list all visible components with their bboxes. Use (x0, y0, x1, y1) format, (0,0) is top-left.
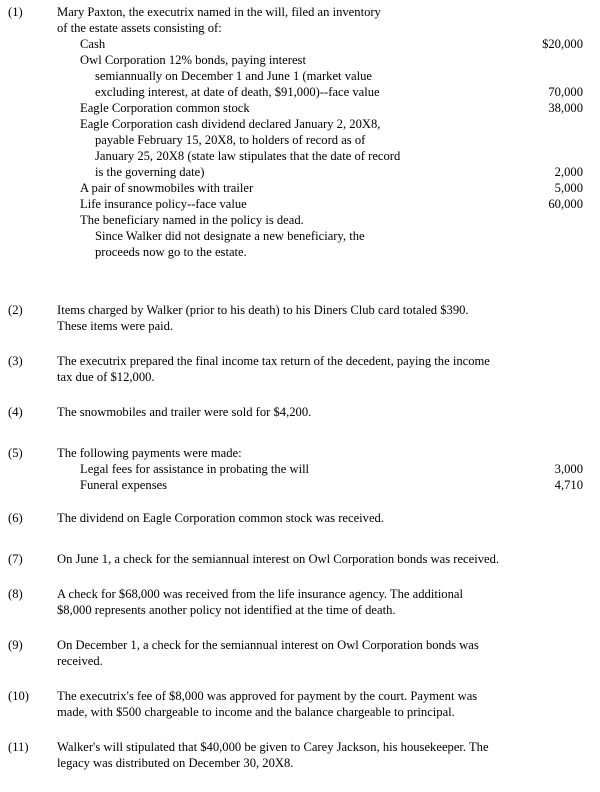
entry-line-text: On June 1, a check for the semiannual interest on Owl Corporation bonds was received. (57, 552, 500, 566)
entry-line-text: Items charged by Walker (prior to his death) to his Diners Club card totaled $390. (57, 303, 469, 317)
entry-line-text: Cash (80, 37, 106, 51)
entry-line (57, 84, 592, 100)
numbered-entry (0, 445, 600, 493)
numbered-entry (0, 510, 600, 526)
entry-line-text: $8,000 represents another policy not identified at the time of death. (57, 603, 396, 617)
numbered-entry (0, 302, 600, 334)
entry-body (57, 445, 592, 493)
entry-line (57, 36, 592, 52)
entry-body (57, 586, 592, 618)
entry-number: (4) (8, 405, 23, 419)
entry-line (57, 212, 592, 228)
entry-line-text: Walker's will stipulated that $40,000 be given to Carey Jackson, his housekeeper. The (57, 740, 489, 754)
entry-body (57, 688, 592, 720)
numbered-entry (0, 353, 600, 385)
entry-line-text: The dividend on Eagle Corporation common stock was received. (57, 511, 384, 525)
entry-line-text: The executrix prepared the final income tax return of the decedent, paying the income (57, 354, 490, 368)
entry-line (57, 653, 592, 669)
entry-line (57, 688, 592, 704)
entry-line (57, 369, 592, 385)
entry-line-text: Mary Paxton, the executrix named in the will, filed an inventory (57, 5, 381, 19)
entry-number: (8) (8, 587, 23, 601)
entry-line-text: Owl Corporation 12% bonds, paying interest (80, 53, 306, 67)
entry-body (57, 637, 592, 669)
entry-line-amount: 4,710 (554, 478, 583, 492)
entry-line-amount: 38,000 (548, 101, 583, 115)
entry-line (57, 477, 592, 493)
entry-line-amount: $20,000 (542, 37, 583, 51)
entry-number: (6) (8, 511, 23, 525)
entry-line (57, 132, 592, 148)
entry-line-text: These items were paid. (57, 319, 174, 333)
entry-line (57, 68, 592, 84)
numbered-entry (0, 688, 600, 720)
entry-line (57, 404, 592, 420)
entry-line (57, 180, 592, 196)
entry-line-text: A check for $68,000 was received from the life insurance agency. The additional (57, 587, 463, 601)
entry-line-text: Funeral expenses (80, 478, 168, 492)
entry-line-text: Legal fees for assistance in probating the will (80, 462, 310, 476)
entry-line-text: made, with $500 chargeable to income and the balance chargeable to principal. (57, 705, 455, 719)
entry-line (57, 116, 592, 132)
entry-line-text: payable February 15, 20X8, to holders of record as of (95, 133, 366, 147)
entry-line (57, 445, 592, 461)
entry-line-amount: 60,000 (548, 197, 583, 211)
entry-line-text: Since Walker did not designate a new beneficiary, the (95, 229, 365, 243)
entry-line-text: semiannually on December 1 and June 1 (market value (95, 69, 372, 83)
entry-line (57, 20, 592, 36)
entry-number: (3) (8, 354, 23, 368)
entry-body (57, 302, 592, 334)
entry-line (57, 228, 592, 244)
entry-line-text: Life insurance policy--face value (80, 197, 247, 211)
entry-line (57, 602, 592, 618)
entry-line (57, 353, 592, 369)
entry-line (57, 4, 592, 20)
entry-line (57, 302, 592, 318)
numbered-entry (0, 637, 600, 669)
entry-line-amount: 2,000 (554, 165, 583, 179)
numbered-entry (0, 551, 600, 567)
entry-line (57, 637, 592, 653)
numbered-entry (0, 739, 600, 771)
entry-line (57, 586, 592, 602)
entry-line (57, 551, 592, 567)
numbered-entry (0, 4, 600, 260)
entry-line-text: January 25, 20X8 (state law stipulates that the date of record (95, 149, 401, 163)
entry-body (57, 4, 592, 260)
entry-body (57, 739, 592, 771)
entry-line (57, 164, 592, 180)
entry-body (57, 353, 592, 385)
entry-line-text: The executrix's fee of $8,000 was approved for payment by the court. Payment was (57, 689, 478, 703)
entry-line (57, 196, 592, 212)
entry-line-text: of the estate assets consisting of: (57, 21, 222, 35)
entry-line-text: received. (57, 654, 103, 668)
entry-line (57, 100, 592, 116)
entry-line (57, 318, 592, 334)
entry-number: (9) (8, 638, 23, 652)
entry-line-text: legacy was distributed on December 30, 20X8. (57, 756, 294, 770)
entry-line (57, 510, 592, 526)
entry-line (57, 148, 592, 164)
entry-line-text: The snowmobiles and trailer were sold for $4,200. (57, 405, 312, 419)
entry-line-text: The following payments were made: (57, 446, 242, 460)
entry-line-amount: 3,000 (554, 462, 583, 476)
entry-body (57, 551, 592, 567)
entry-line (57, 739, 592, 755)
entry-line-text: A pair of snowmobiles with trailer (80, 181, 254, 195)
entry-line-text: Eagle Corporation common stock (80, 101, 250, 115)
entry-number: (11) (8, 740, 29, 754)
entry-line (57, 704, 592, 720)
numbered-entry (0, 404, 600, 420)
entry-number: (10) (8, 689, 29, 703)
entry-line (57, 52, 592, 68)
entry-number: (2) (8, 303, 23, 317)
entry-line-amount: 70,000 (548, 85, 583, 99)
entry-line (57, 755, 592, 771)
entry-line-text: Eagle Corporation cash dividend declared January 2, 20X8, (80, 117, 381, 131)
entry-line (57, 244, 592, 260)
entry-line-text: The beneficiary named in the policy is dead. (80, 213, 304, 227)
entry-line-amount: 5,000 (554, 181, 583, 195)
entry-line (57, 461, 592, 477)
entry-number: (1) (8, 5, 23, 19)
entry-body (57, 510, 592, 526)
entry-line-text: is the governing date) (95, 165, 205, 179)
entry-line-text: proceeds now go to the estate. (95, 245, 247, 259)
numbered-entry (0, 586, 600, 618)
entry-body (57, 404, 592, 420)
entry-number: (7) (8, 552, 23, 566)
entry-line-text: excluding interest, at date of death, $91,000)--face value (95, 85, 380, 99)
entry-number: (5) (8, 446, 23, 460)
entry-line-text: tax due of $12,000. (57, 370, 155, 384)
entry-line-text: On December 1, a check for the semiannual interest on Owl Corporation bonds was (57, 638, 479, 652)
